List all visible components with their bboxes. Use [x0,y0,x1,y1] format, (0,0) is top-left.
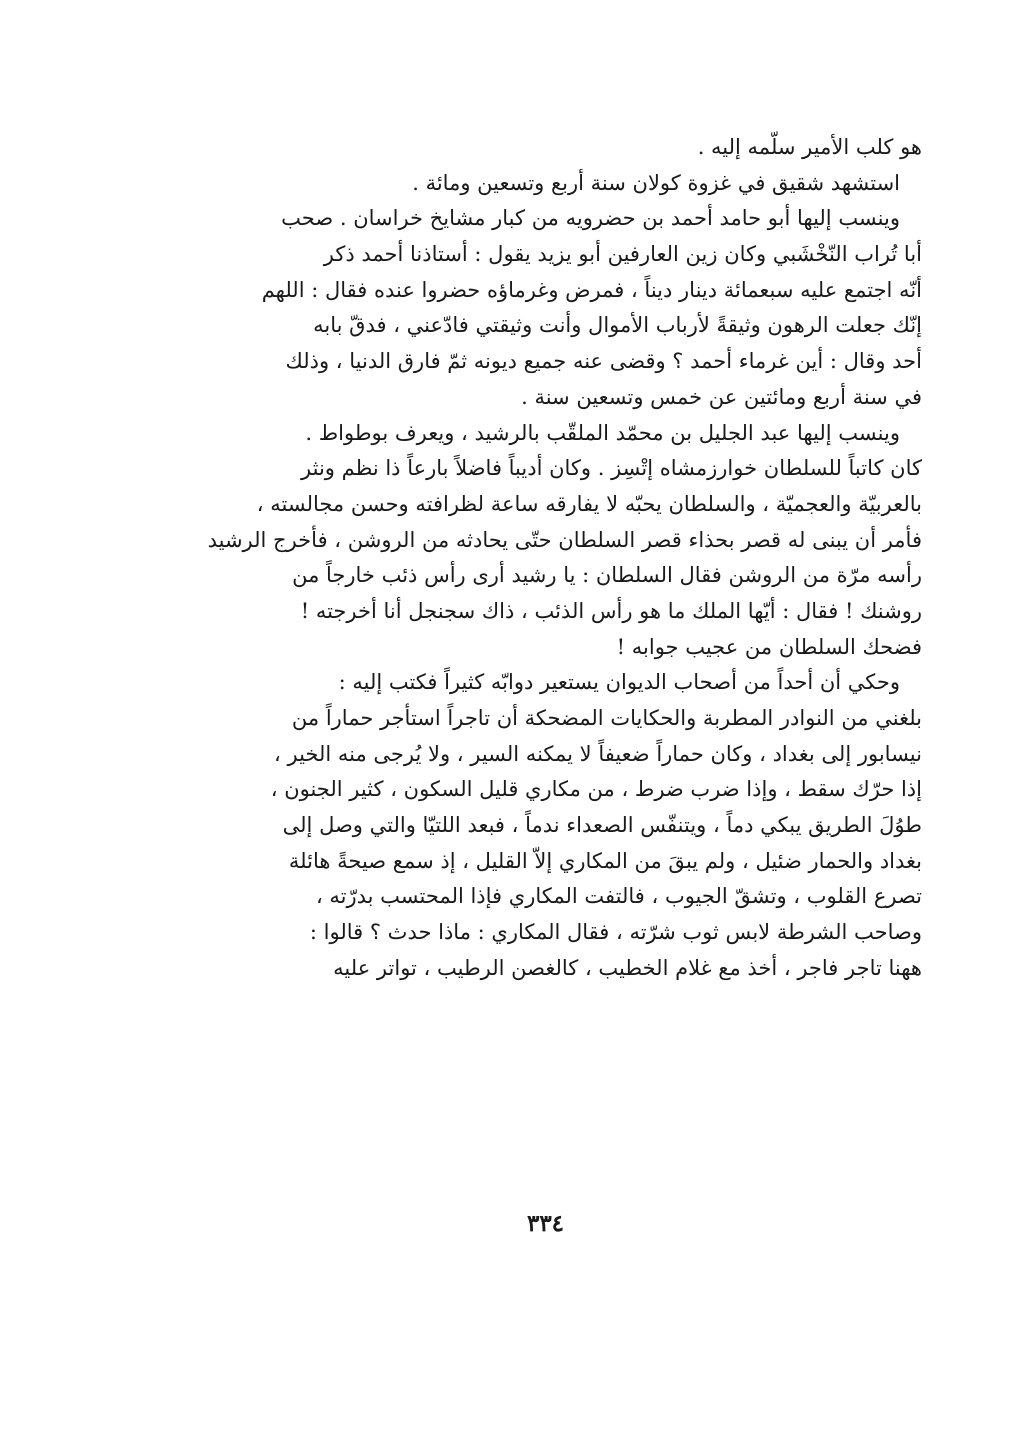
text-line: أبا تُراب النّخْشَبي وكان زين العارفين أبو يزيد يقول : أستاذنا أحمد ذكر [323,242,922,267]
text-line: رأسه مرّة من الروشن فقال السلطان : يا رشيد أرى رأس ذئب خارجاً من [292,563,922,588]
text-line: إذا حرّك سقط ، وإذا ضرب ضرط ، من مكاري قليل السكون ، كثير الجنون ، [270,777,922,802]
text-line: وينسب إليها عبد الجليل بن محمّد الملقّب بالرشيد ، ويعرف بوطواط . [305,420,900,445]
text-line: وصاحب الشرطة لابس ثوب شرّته ، فقال المكاري : ماذا حدث ؟ قالوا : [309,920,922,945]
text-line: في سنة أربع ومائتين عن خمس وتسعين سنة . [521,384,922,409]
text-line: استشهد شقيق في غزوة كولان سنة أربع وتسعين ومائة . [412,170,900,195]
text-line: روشنك ! فقال : أيّها الملك ما هو رأس الذئب ، ذاك سجنجل أنا أخرجته ! [300,598,922,623]
page-number: ٣٣٤ [526,1210,565,1237]
text-line: ههنا تاجر فاجر ، أخذ مع غلام الخطيب ، كالغصن الرطيب ، تواتر عليه [333,955,922,980]
body-text [200,130,922,987]
text-line: أحد وقال : أين غرماء أحمد ؟ وقضى عنه جميع ديونه ثمّ فارق الدنيا ، وذلك [285,349,922,374]
text-line: إنّك جعلت الرهون وثيقةً لأرباب الأموال وأنت وثيقتي فادّعني ، فدقّ بابه [313,313,922,338]
text-line: وينسب إليها أبو حامد أحمد بن حضرويه من كبار مشايخ خراسان . صحب [281,206,900,231]
text-line: بالعربيّة والعجميّة ، والسلطان يحبّه لا يفارقه ساعة لظرافته وحسن مجالسته ، [256,491,922,516]
text-line: فأمر أن يبنى له قصر بحذاء قصر السلطان حتّى يحادثه من الروشن ، فأخرج الرشيد [207,527,922,552]
text-line: فضحك السلطان من عجيب جوابه ! [616,634,922,659]
text-line: طوُلَ الطريق يبكي دماً ، ويتنفّس الصعداء ندماً ، فبعد اللتيّا والتي وصل إلى [282,813,922,838]
text-line: أنّه اجتمع عليه سبعمائة دينار ديناً ، فمرض وغرماؤه حضروا عنده فقال : اللهم [261,277,922,302]
text-line: تصرع القلوب ، وتشقّ الجيوب ، فالتفت المكاري فإذا المحتسب بدرّته ، [315,884,922,909]
text-line: نيسابور إلى بغداد ، وكان حماراً ضعيفاً لا يمكنه السير ، ولا يُرجى منه الخير ، [274,741,922,766]
text-line: كان كاتباً للسلطان خوارزمشاه إتْسِز . وكان أديباً فاضلاً بارعاً ذا نظم ونثر [301,456,922,481]
text-line: بغداد والحمار ضئيل ، ولم يبقَ من المكاري إلاّ القليل ، إذ سمع صيحةً هائلة [288,848,922,873]
text-line: وحكي أن أحداً من أصحاب الديوان يستعير دوابّه كثيراً فكتب إليه : [338,670,900,695]
text-line: هو كلب الأمير سلّمه إليه . [697,135,922,159]
text-line: بلغني من النوادر المطربة والحكايات المضحكة أن تاجراً استأجر حماراً من [291,706,922,730]
